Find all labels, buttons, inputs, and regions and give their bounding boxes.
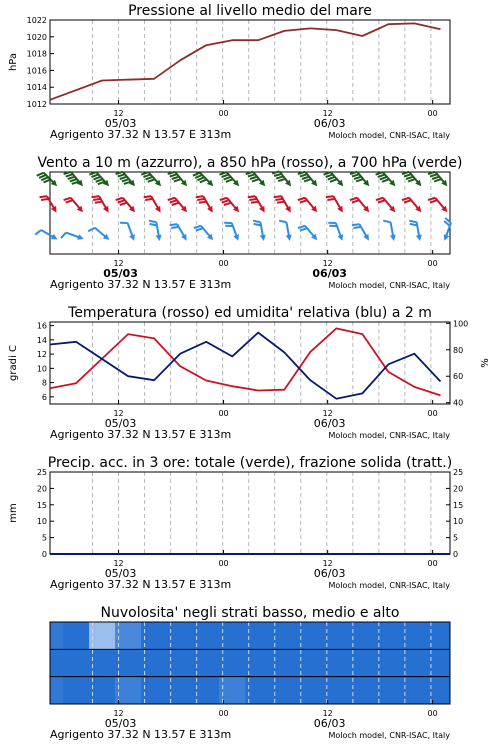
x-tick-label: 12 [113, 109, 124, 118]
y-tick-label: 14 [36, 335, 47, 345]
date-label: 06/03 [312, 267, 347, 280]
chart-title: Temperatura (rosso) ed umidita' relativa (blu) a 2 m [68, 305, 432, 321]
cloud-cell [219, 622, 246, 649]
cloud-cell [245, 677, 272, 704]
y-tick-label: 16 [36, 321, 47, 331]
x-tick-label: 00 [427, 109, 438, 118]
cloud-cell [271, 649, 298, 676]
date-label: 05/03 [103, 267, 138, 280]
y-axis-label: mm [8, 503, 19, 523]
cloud-cell [245, 649, 272, 676]
y-tick-label-right: 15 [453, 500, 464, 510]
wind-barb-10-m [120, 223, 135, 241]
cloud-cell [115, 622, 142, 649]
wind-barb-700-hpa [64, 172, 83, 187]
x-tick-label: 12 [322, 259, 333, 268]
cloud-cell [141, 677, 168, 704]
x-tick-label: 12 [113, 559, 124, 568]
credit: Moloch model, CNR-ISAC, Italy [328, 731, 450, 740]
date-label: 06/03 [313, 117, 346, 130]
wind-barb-850-hpa [274, 196, 291, 212]
y-tick-label: 12 [36, 350, 47, 360]
chart-title: Pressione al livello medio del mare [128, 3, 372, 19]
y-tick-label: 25 [36, 468, 47, 477]
cloud-cell [349, 622, 376, 649]
y-tick-label: 1018 [26, 49, 47, 59]
cloud-cell [63, 649, 90, 676]
credit: Moloch model, CNR-ISAC, Italy [328, 581, 450, 590]
wind-barb-10-m [61, 233, 84, 240]
y-tick-label-right: 0 [453, 550, 459, 559]
wind-barb-850-hpa [144, 196, 161, 212]
wind-barb-700-hpa [272, 171, 291, 186]
y-tick-label: 5 [41, 533, 47, 543]
wind-barb-850-hpa [248, 196, 265, 212]
x-tick-label: 00 [218, 559, 229, 568]
cloud-cell [297, 677, 324, 704]
chart-title: Nuvolosita' negli strati basso, medio e alto [100, 605, 400, 621]
cloud-cell [349, 677, 376, 704]
x-tick-label: 00 [218, 259, 229, 268]
y-tick-label: 10 [36, 364, 47, 374]
wind-barb-850-hpa [326, 196, 343, 212]
wind-barb-10-m [352, 224, 369, 240]
cloud-cell [193, 622, 220, 649]
wind-barb-850-hpa [196, 196, 213, 212]
y-tick-label-right: 5 [453, 533, 459, 543]
wind-barb-10-m [149, 221, 162, 241]
credit: Moloch model, CNR-ISAC, Italy [328, 281, 450, 290]
cloud-cell [271, 677, 298, 704]
cloud-cell [50, 622, 64, 649]
y-tick-label: 1020 [26, 32, 47, 42]
chart-title: Vento a 10 m (azzurro), a 850 hPa (rosso), a 700 hPa (verde) [37, 155, 463, 171]
cloud-cell [401, 622, 428, 649]
date-label: 06/03 [313, 417, 346, 430]
location-line: Agrigento 37.32 N 13.57 E 313m [50, 128, 232, 141]
x-tick-label: 00 [427, 259, 438, 268]
x-tick-label: 12 [113, 409, 124, 418]
y-tick-label-right: 20 [453, 484, 464, 494]
location-line: Agrigento 37.32 N 13.57 E 313m [50, 578, 232, 591]
location-line: Agrigento 37.32 N 13.57 E 313m [50, 428, 232, 441]
cloud-cell [89, 649, 116, 676]
wind-barb-700-hpa [37, 173, 57, 186]
cloud-cell [167, 622, 194, 649]
temperature-line [50, 328, 441, 395]
cloud-cell [167, 649, 194, 676]
plot-frame [50, 20, 450, 104]
y-tick-label-right: 10 [453, 517, 464, 527]
cloud-cell [401, 677, 428, 704]
wind-barb-850-hpa [92, 196, 109, 212]
date-label: 05/03 [104, 117, 137, 130]
cloud-cell [219, 649, 246, 676]
x-tick-label: 12 [322, 409, 333, 418]
cloud-cell [50, 649, 64, 676]
wind-barb-10-m [170, 224, 187, 240]
cloud-cell [63, 622, 90, 649]
y-tick-label: 10 [36, 517, 47, 527]
y-tick-label: 8 [41, 378, 47, 388]
cloud-cell [219, 677, 246, 704]
plot-frame [50, 472, 450, 554]
location-line: Agrigento 37.32 N 13.57 E 313m [50, 728, 232, 741]
x-tick-label: 12 [322, 559, 333, 568]
cloud-cell [375, 677, 402, 704]
wind-barb-850-hpa [40, 196, 57, 212]
cloud-cell [323, 622, 350, 649]
cloud-cell [401, 649, 428, 676]
y-tick-label-right: 25 [453, 468, 464, 477]
cloud-cell [193, 649, 220, 676]
x-tick-label: 12 [322, 709, 333, 718]
y-tick-label: 20 [36, 484, 47, 494]
wind-barb-10-m [383, 221, 396, 241]
cloud-cell [115, 677, 142, 704]
pressure-line [50, 23, 441, 99]
cloud-cell [50, 677, 64, 704]
cloud-cell [375, 649, 402, 676]
y-tick-label: 15 [36, 500, 47, 510]
x-tick-label: 00 [218, 109, 229, 118]
cloud-cell [375, 622, 402, 649]
chart-title: Precip. acc. in 3 ore: totale (verde), frazione solida (tratt.) [47, 455, 453, 471]
cloud-cell [349, 649, 376, 676]
credit: Moloch model, CNR-ISAC, Italy [328, 131, 450, 140]
date-label: 06/03 [313, 717, 346, 730]
y-tick-label-right: 60 [453, 372, 464, 382]
cloud-cell [323, 649, 350, 676]
x-tick-label: 00 [218, 709, 229, 718]
location-line: Agrigento 37.32 N 13.57 E 313m [50, 278, 232, 291]
y-tick-label: 1014 [26, 83, 47, 93]
x-tick-label: 12 [113, 709, 124, 718]
wind-barb-10-m [88, 228, 109, 240]
cloud-cell [115, 649, 142, 676]
y-axis-label: hPa [8, 52, 19, 72]
wind-barb-10-m [279, 221, 292, 241]
cloud-cell [271, 622, 298, 649]
x-tick-label: 12 [113, 259, 124, 268]
cloud-cell [297, 622, 324, 649]
cloud-cell [141, 649, 168, 676]
cloud-cell [63, 677, 90, 704]
y-tick-label: 0 [41, 550, 47, 559]
wind-barb-10-m [35, 230, 57, 240]
cloud-cell [141, 622, 168, 649]
wind-barb-850-hpa [64, 198, 83, 213]
y-tick-label-right: 100 [453, 319, 469, 329]
wind-barb-10-m [328, 223, 343, 241]
y-tick-label-right: 80 [453, 345, 464, 355]
y-axis-label-right: % [480, 358, 491, 368]
plot-frame [50, 172, 450, 254]
cloud-cell [245, 622, 272, 649]
cloud-cell [89, 622, 116, 649]
y-tick-label: 6 [41, 392, 47, 402]
y-tick-label: 1012 [26, 100, 47, 109]
wind-barb-10-m [253, 221, 266, 241]
date-label: 05/03 [104, 417, 137, 430]
wind-barb-10-m [409, 221, 422, 241]
x-tick-label: 12 [322, 109, 333, 118]
wind-barb-700-hpa [193, 173, 213, 186]
cloud-cell [297, 649, 324, 676]
y-tick-label: 1022 [26, 16, 47, 25]
date-label: 06/03 [313, 567, 346, 580]
credit: Moloch model, CNR-ISAC, Italy [328, 431, 450, 440]
x-tick-label: 00 [427, 409, 438, 418]
wind-barb-10-m [224, 223, 239, 241]
date-label: 05/03 [104, 567, 137, 580]
date-label: 05/03 [104, 717, 137, 730]
cloud-cell [89, 677, 116, 704]
x-tick-label: 00 [427, 709, 438, 718]
y-tick-label: 1016 [26, 66, 47, 76]
cloud-cell [167, 677, 194, 704]
y-axis-label: gradi C [8, 345, 19, 381]
x-tick-label: 00 [218, 409, 229, 418]
y-tick-label-right: 40 [453, 398, 464, 408]
cloud-cell [193, 677, 220, 704]
cloud-cell [323, 677, 350, 704]
x-tick-label: 00 [427, 559, 438, 568]
